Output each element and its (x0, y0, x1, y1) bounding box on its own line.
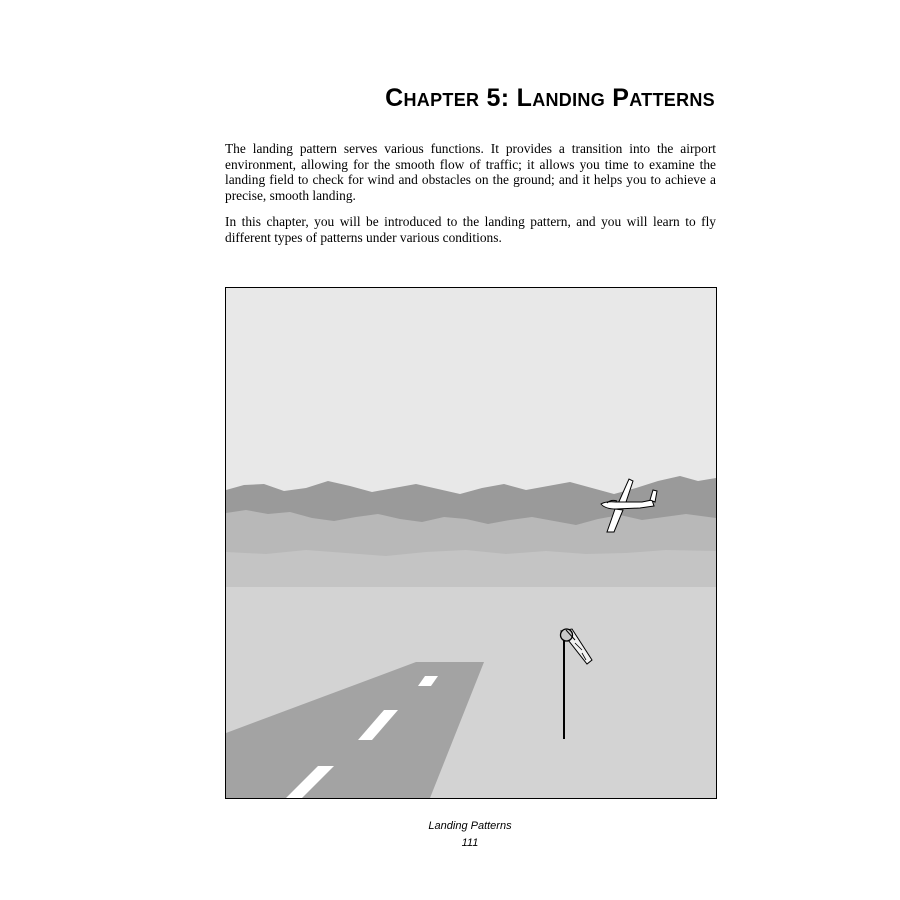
footer-label: Landing Patterns (428, 820, 512, 832)
intro-paragraph: The landing pattern serves various functions. It provides a transition into the airport environment, allowing for the smooth flow of traffic; it allows you time to examine the landing field to check for wind and obstacles on the ground; and it helps you to achieve a precise, smooth landing. (225, 141, 716, 203)
landing-field-figure (225, 287, 717, 799)
landing-field-illustration (226, 288, 716, 798)
haze-band (226, 550, 716, 588)
page-number: 111 (461, 837, 479, 849)
chapter-overview-paragraph: In this chapter, you will be introduced to the landing pattern, and you will learn to fly different types of patterns under various conditions. (225, 214, 716, 245)
chapter-title: Chapter 5: Landing Patterns (385, 84, 715, 112)
